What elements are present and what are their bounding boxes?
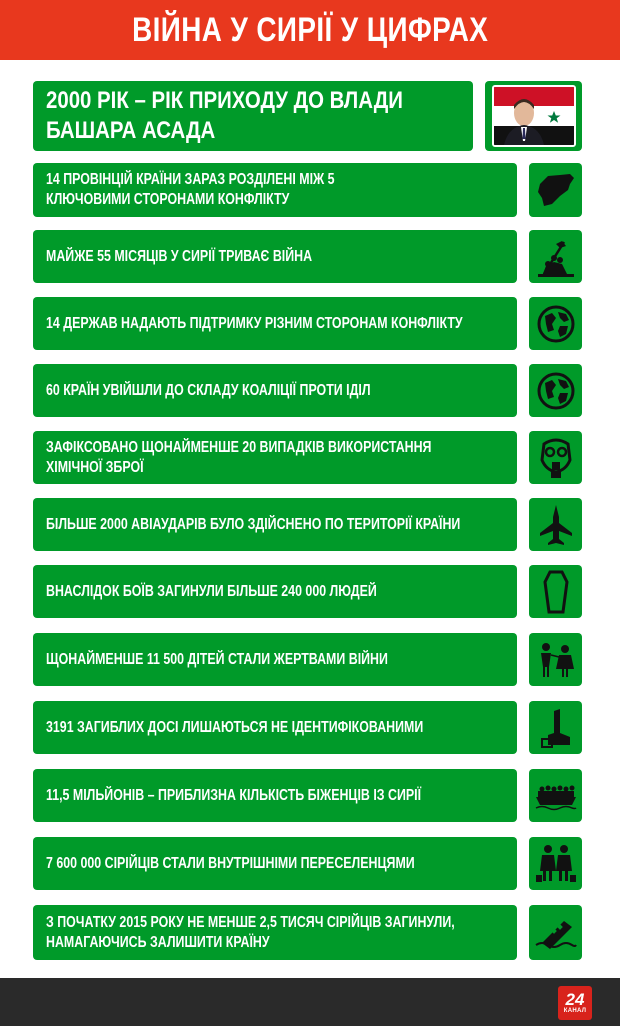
logo-label: КАНАЛ [563, 1008, 587, 1014]
fact-row [33, 163, 582, 217]
globe-icon [529, 297, 582, 350]
fact-text-line: ЗАФІКСОВАНО ЩОНАЙМЕНШЕ 20 ВИПАДКІВ ВИКОРИСТАННЯ [46, 438, 432, 456]
channel-24-logo[interactable] [558, 986, 592, 1020]
fact-row [33, 633, 582, 686]
fact-text [46, 170, 335, 210]
fact-text: 3191 ЗАГИБЛИХ ДОСІ ЛИШАЮТЬСЯ НЕ ІДЕНТИФІКОВАНИМИ [46, 718, 424, 736]
fact-bar [33, 905, 517, 960]
fact-row [33, 498, 582, 551]
syria-map-icon [529, 163, 582, 217]
fact-bar [33, 837, 517, 890]
displaced-family-icon [529, 837, 582, 890]
fact-text-line: 2000 РІК – РІК ПРИХОДУ ДО ВЛАДИ [46, 87, 403, 114]
fact-row [33, 701, 582, 754]
fact-row [33, 769, 582, 822]
fact-bar [33, 565, 517, 618]
fact-text: 11,5 МІЛЬЙОНІВ – ПРИБЛИЗНА КІЛЬКІСТЬ БІЖЕНЦІВ ІЗ СИРІЇ [46, 786, 421, 804]
globe-icon [529, 364, 582, 417]
fact-bar [33, 297, 517, 350]
fact-text-line: 14 ПРОВІНЦІЙ КРАЇНИ ЗАРАЗ РОЗДІЛЕНІ МІЖ 5 [46, 171, 335, 188]
fact-bar [33, 81, 473, 151]
fact-bar [33, 230, 517, 283]
fact-bar [33, 163, 517, 217]
fact-row [33, 297, 582, 350]
fact-text: МАЙЖЕ 55 МІСЯЦІВ У СИРІЇ ТРИВАЄ ВІЙНА [46, 247, 313, 265]
fact-text: БІЛЬШЕ 2000 АВІАУДАРІВ БУЛО ЗДІЙСНЕНО ПО ТЕРИТОРІЇ КРАЇНИ [46, 515, 461, 533]
fact-text [46, 86, 403, 146]
fact-text [46, 913, 455, 953]
fact-text: 14 ДЕРЖАВ НАДАЮТЬ ПІДТРИМКУ РІЗНИМ СТОРОНАМ КОНФЛІКТУ [46, 314, 463, 332]
fact-text-line: ХІМІЧНОЇ ЗБРОЇ [46, 458, 144, 476]
coffin-icon [529, 565, 582, 618]
fact-row [33, 565, 582, 618]
fact-row [33, 230, 582, 283]
fact-bar [33, 701, 517, 754]
children-icon [529, 633, 582, 686]
sinking-ship-icon [529, 905, 582, 960]
fact-text-line: З ПОЧАТКУ 2015 РОКУ НЕ МЕНШЕ 2,5 ТИСЯЧ СІРІЙЦІВ ЗАГИНУЛИ, [46, 913, 455, 931]
soldiers-raising-flag-icon [529, 230, 582, 283]
fact-row [33, 364, 582, 417]
fact-text: 7 600 000 СІРІЙЦІВ СТАЛИ ВНУТРІШНІМИ ПЕРЕСЕЛЕНЦЯМИ [46, 854, 415, 872]
fact-text [46, 438, 431, 478]
fact-text: ЩОНАЙМЕНШЕ 11 500 ДІТЕЙ СТАЛИ ЖЕРТВАМИ ВІЙНИ [46, 650, 388, 668]
fact-text: 60 КРАЇН УВІЙШЛИ ДО СКЛАДУ КОАЛІЦІЇ ПРОТИ ІДІЛ [46, 381, 371, 399]
logo-number: 24 [565, 990, 585, 1009]
footprint-icon [529, 701, 582, 754]
header-banner [0, 0, 620, 60]
syrian-flag-portrait-icon [494, 87, 574, 145]
portrait-frame [485, 81, 582, 151]
fact-text-line: КЛЮЧОВИМИ СТОРОНАМИ КОНФЛІКТУ [46, 191, 290, 208]
footer-bar [0, 978, 620, 1026]
fact-bar [33, 498, 517, 551]
fact-text: ВНАСЛІДОК БОЇВ ЗАГИНУЛИ БІЛЬШЕ 240 000 ЛЮДЕЙ [46, 582, 377, 600]
fact-row [33, 431, 582, 484]
fact-text-line: БАШАРА АСАДА [46, 117, 216, 144]
fact-bar [33, 769, 517, 822]
fact-bar [33, 633, 517, 686]
fact-row [33, 905, 582, 960]
fact-bar [33, 431, 517, 484]
gas-mask-icon [529, 431, 582, 484]
page-title: ВІЙНА У СИРІЇ У ЦИФРАХ [131, 10, 489, 49]
fact-row [33, 81, 582, 151]
fact-row [33, 837, 582, 890]
assad-portrait [492, 85, 576, 147]
fact-bar [33, 364, 517, 417]
fighter-jet-icon [529, 498, 582, 551]
fact-text-line: НАМАГАЮЧИСЬ ЗАЛИШИТИ КРАЇНУ [46, 933, 270, 951]
refugee-boat-icon [529, 769, 582, 822]
